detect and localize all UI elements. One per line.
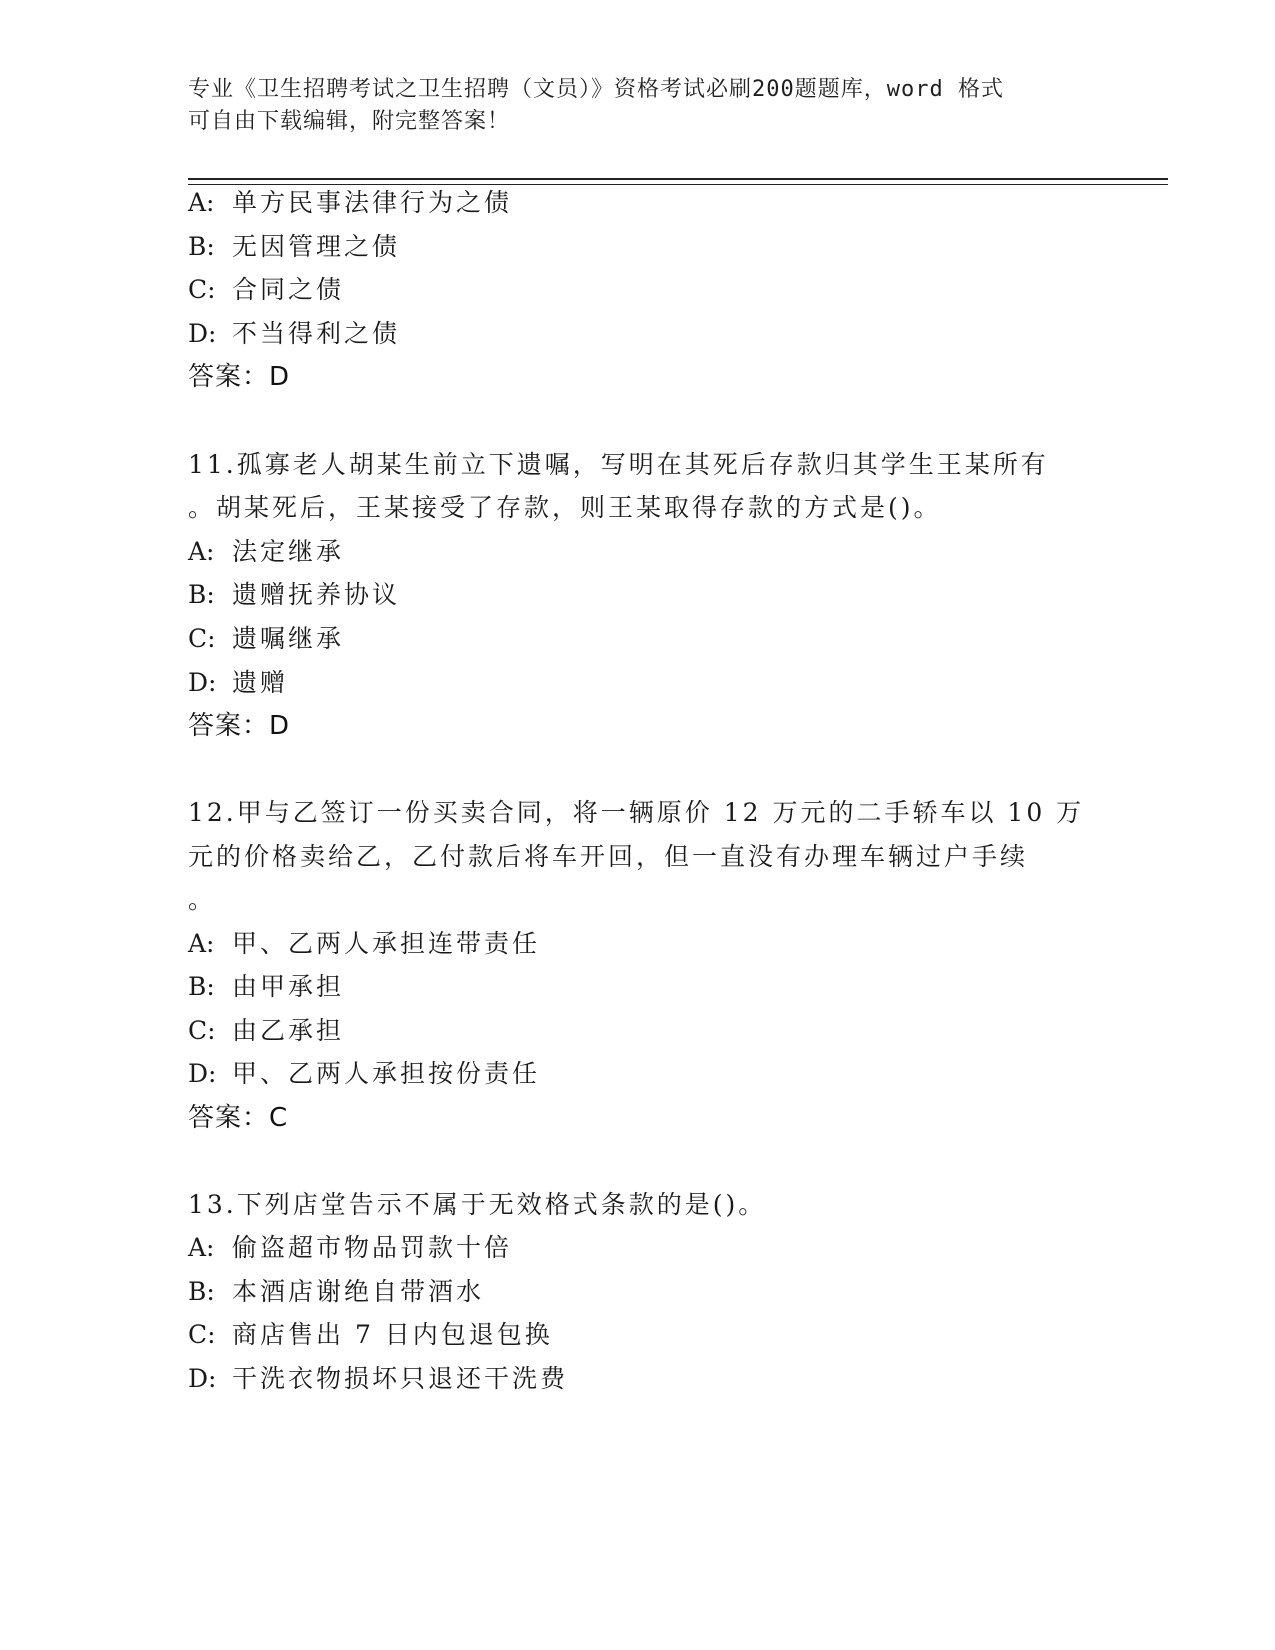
option-c — [188, 1014, 344, 1048]
option-text: 甲、乙两人承担按份责任 — [232, 1059, 541, 1088]
option-text: 不当得利之债 — [232, 319, 401, 348]
option-text: 单方民事法律行为之债 — [232, 188, 513, 217]
option-c — [188, 622, 344, 656]
option-letter: C: — [188, 1320, 216, 1349]
option-letter: D: — [188, 1059, 217, 1088]
question-stem: 13.下列店堂告示不属于无效格式条款的是()。 — [188, 1190, 767, 1219]
option-letter: A: — [188, 1233, 215, 1262]
answer-line: 答案：D — [188, 711, 291, 741]
option-a — [188, 535, 344, 569]
option-letter: A: — [188, 188, 215, 217]
option-text: 甲、乙两人承担连带责任 — [232, 929, 541, 958]
option-a — [188, 1231, 512, 1265]
option-letter: B: — [188, 1277, 215, 1306]
option-text: 遗嘱继承 — [232, 624, 345, 653]
option-text: 由甲承担 — [232, 972, 345, 1001]
option-text: 合同之债 — [232, 275, 345, 304]
option-text: 干洗衣物损坏只退还干洗费 — [232, 1364, 569, 1393]
option-d — [188, 1362, 568, 1396]
option-c — [188, 1318, 553, 1352]
option-b — [188, 1275, 484, 1309]
option-c — [188, 273, 344, 307]
option-d — [188, 317, 400, 351]
question-stem: 12.甲与乙签订一份买卖合同，将一辆原价 12 万元的二手轿车以 10 万 — [188, 798, 1085, 827]
option-text: 遗赠 — [232, 668, 289, 697]
option-d — [188, 666, 288, 700]
option-text: 法定继承 — [232, 537, 345, 566]
option-text: 无因管理之债 — [232, 232, 401, 261]
option-letter: D: — [188, 668, 217, 697]
header-divider-thick — [188, 178, 1168, 180]
option-text: 由乙承担 — [232, 1016, 345, 1045]
option-text: 本酒店谢绝自带酒水 — [232, 1277, 485, 1306]
header-title-line-1: 专业《卫生招聘考试之卫生招聘（文员）》资格考试必刷200题题库，word 格式 — [188, 77, 1004, 102]
option-d — [188, 1057, 540, 1091]
option-letter: B: — [188, 580, 215, 609]
option-letter: C: — [188, 624, 216, 653]
option-letter: B: — [188, 232, 215, 261]
option-b — [188, 578, 400, 612]
option-text: 商店售出 7 日内包退包换 — [232, 1320, 553, 1349]
option-a — [188, 186, 512, 220]
question-stem-continued: 元的价格卖给乙，乙付款后将车开回，但一直没有办理车辆过户手续 — [188, 842, 1029, 871]
option-letter: A: — [188, 537, 215, 566]
option-text: 遗赠抚养协议 — [232, 580, 401, 609]
option-letter: A: — [188, 929, 215, 958]
option-letter: B: — [188, 972, 215, 1001]
option-letter: D: — [188, 1364, 217, 1393]
header-title-line-2: 可自由下载编辑，附完整答案！ — [188, 109, 511, 134]
option-letter: D: — [188, 319, 217, 348]
option-b — [188, 230, 400, 264]
option-letter: C: — [188, 275, 216, 304]
document-header — [188, 74, 1068, 138]
option-letter: C: — [188, 1016, 216, 1045]
question-stem: 11.孤寡老人胡某生前立下遗嘱，写明在其死后存款归其学生王某所有 — [188, 450, 1049, 479]
option-a — [188, 927, 540, 961]
header-divider-thin — [188, 184, 1168, 185]
answer-line: 答案：C — [188, 1103, 289, 1133]
option-b — [188, 970, 344, 1004]
option-text: 偷盗超市物品罚款十倍 — [232, 1233, 513, 1262]
question-stem-continued: 。 — [188, 885, 217, 914]
question-stem-continued: 。胡某死后，王某接受了存款，则王某取得存款的方式是()。 — [188, 493, 942, 522]
answer-line: 答案：D — [188, 362, 291, 392]
